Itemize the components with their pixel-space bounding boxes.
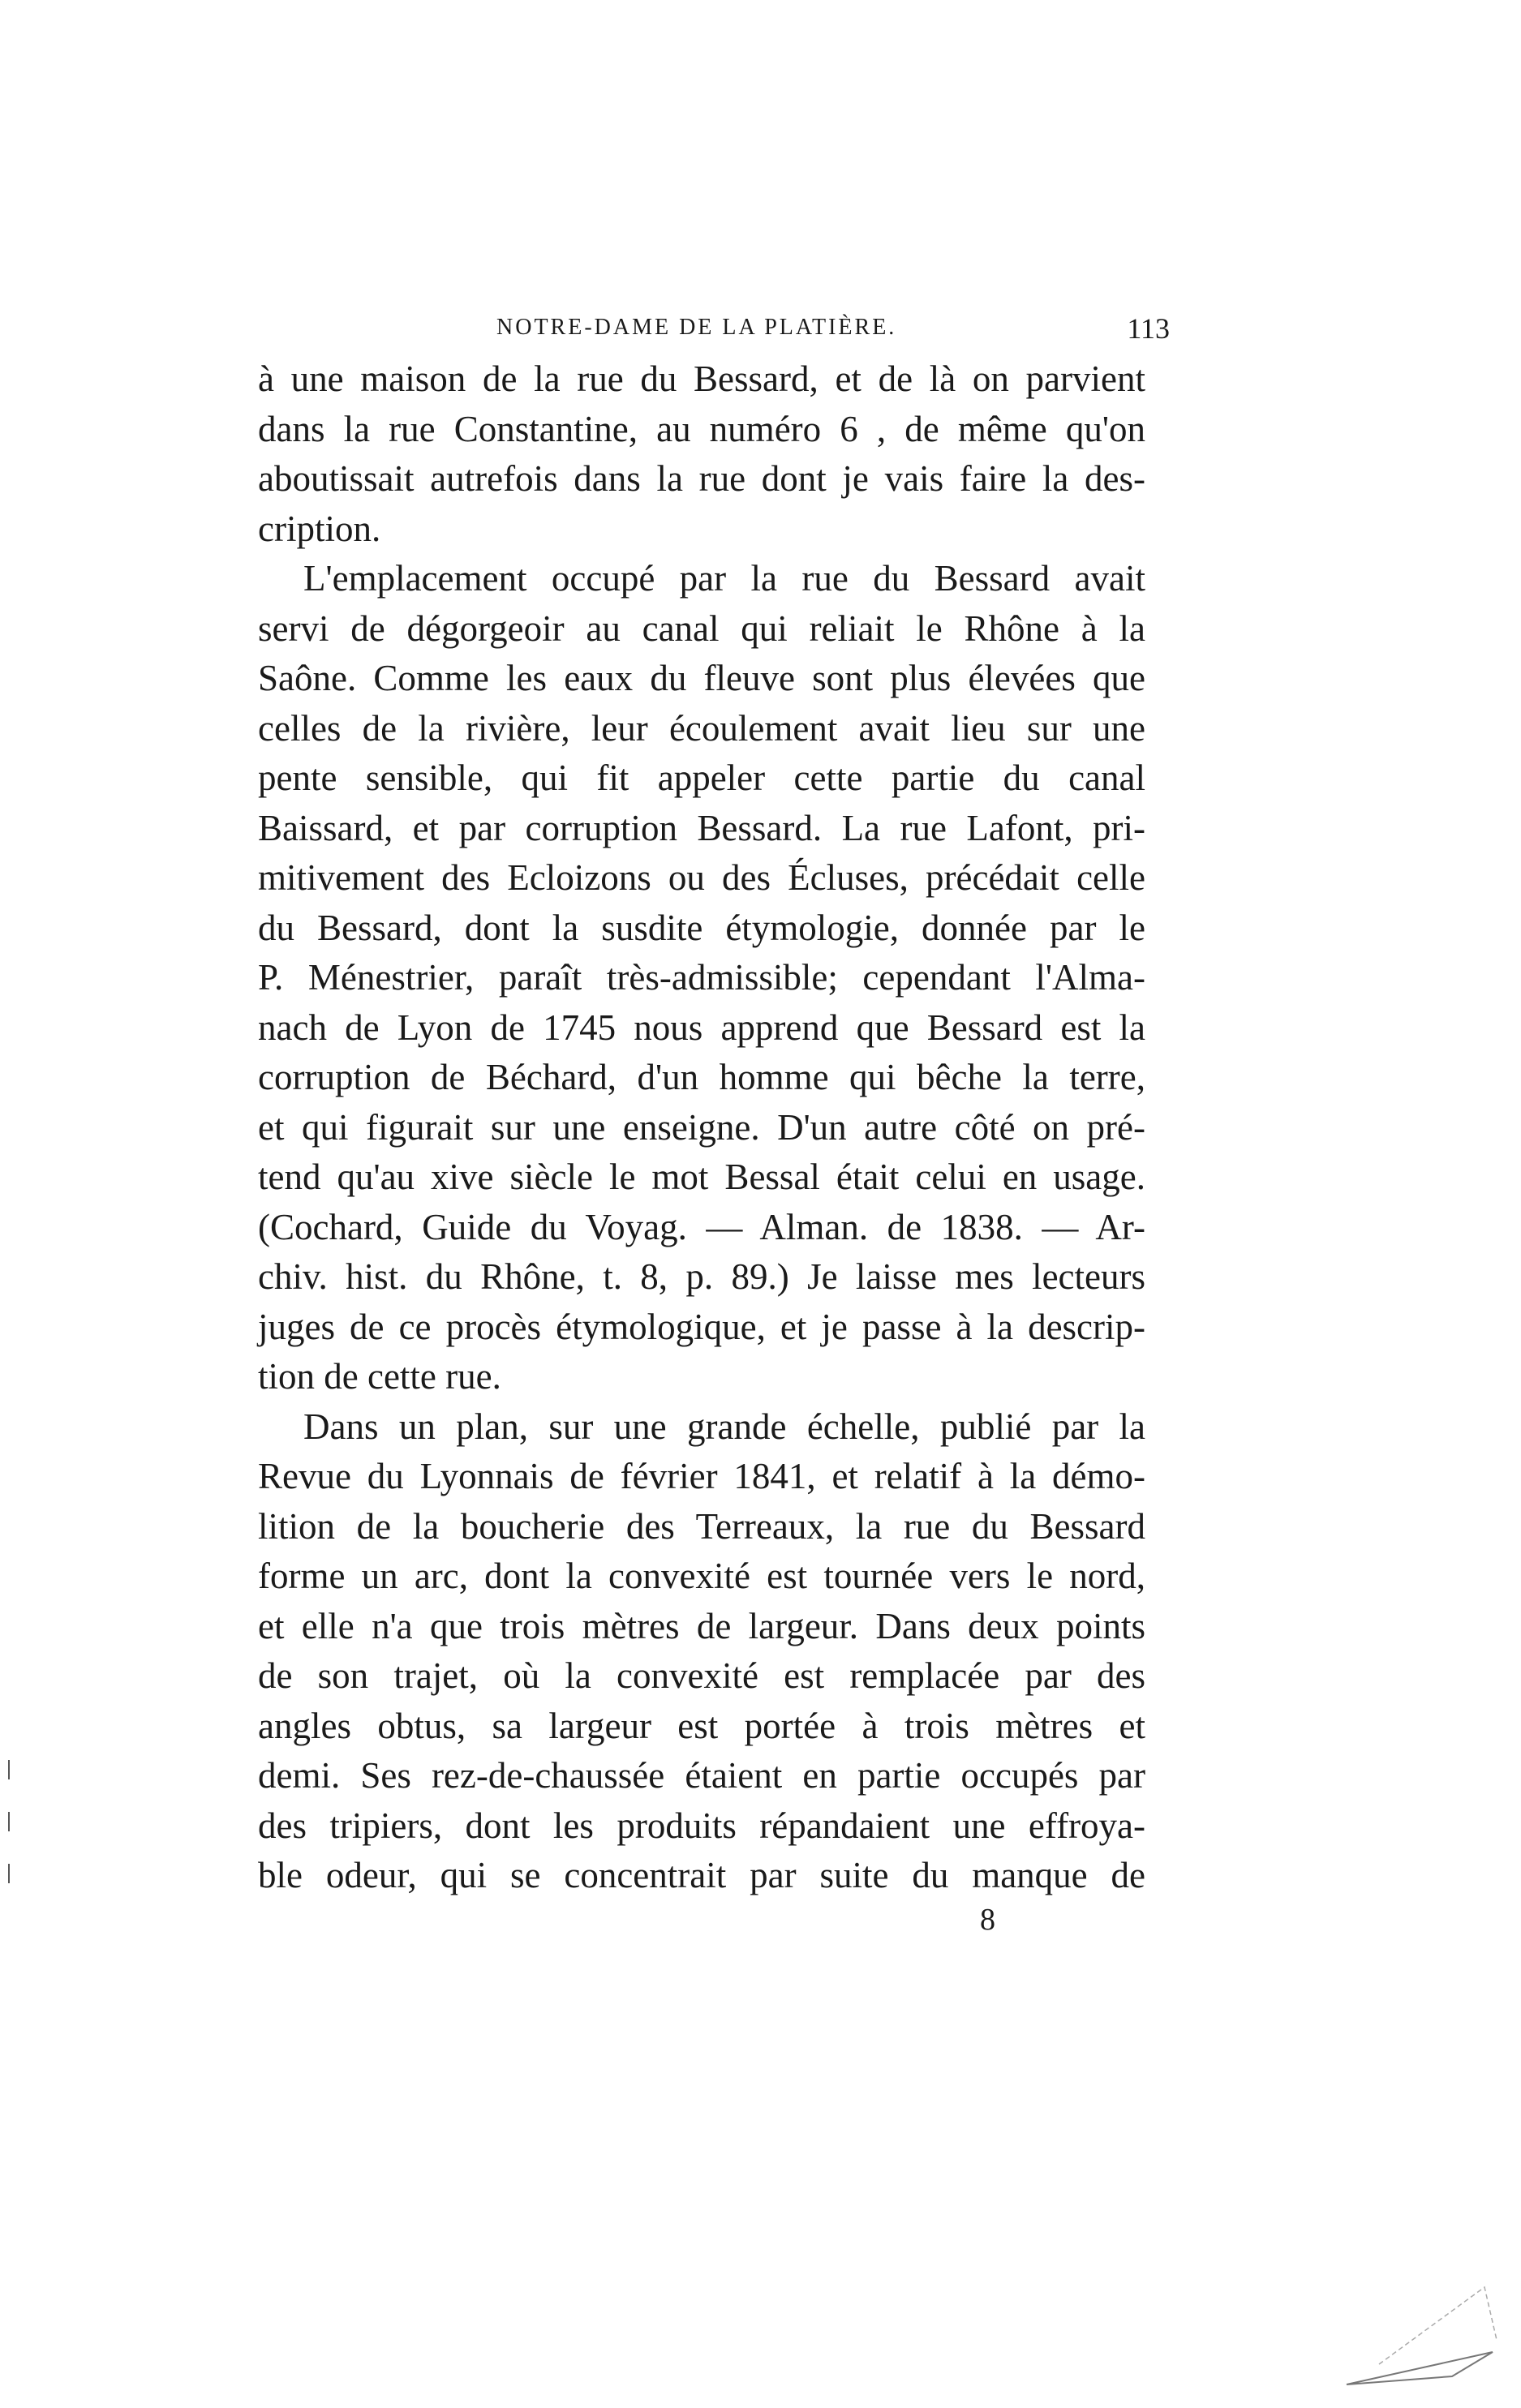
- text-line: tion de cette rue.: [258, 1356, 501, 1397]
- text-line: forme un arc, dont la convexité est tournée vers le nord,: [258, 1556, 1145, 1596]
- paragraph-start-line: L'emplacement occupé par la rue du Bessard avait: [303, 558, 1145, 599]
- corner-pencil-scribble: [1330, 2255, 1509, 2393]
- text-line: à une maison de la rue du Bessard, et de là on parvient: [258, 358, 1145, 399]
- text-line: ble odeur, qui se concentrait par suite du manque de: [258, 1855, 1145, 1895]
- text-line: Baissard, et par corruption Bessard. La rue Lafont, pri-: [258, 807, 1145, 848]
- text-line: Saône. Comme les eaux du fleuve sont plus élevées que: [258, 658, 1145, 698]
- text-line: pente sensible, qui fit appeler cette partie du canal: [258, 758, 1145, 798]
- scan-mark: [8, 1812, 10, 1831]
- text-line: de son trajet, où la convexité est remplacée par des: [258, 1655, 1145, 1696]
- text-line: corruption de Béchard, d'un homme qui bêche la terre,: [258, 1057, 1145, 1097]
- signature-mark: 8: [980, 1903, 995, 1937]
- text-line: juges de ce procès étymologique, et je passe à la descrip-: [258, 1306, 1145, 1347]
- text-line: nach de Lyon de 1745 nous apprend que Bessard est la: [258, 1007, 1145, 1048]
- text-line: du Bessard, dont la susdite étymologie, donnée par le: [258, 907, 1145, 948]
- text-line: aboutissait autrefois dans la rue dont je vais faire la des-: [258, 458, 1145, 499]
- text-line: tend qu'au xive siècle le mot Bessal était celui en usage.: [258, 1157, 1145, 1197]
- scan-mark: [8, 1864, 10, 1883]
- page-header: [496, 312, 1170, 355]
- text-line: celles de la rivière, leur écoulement avait lieu sur une: [258, 707, 1145, 749]
- page-number: 113: [1127, 312, 1170, 345]
- text-line: servi de dégorgeoir au canal qui reliait le Rhône à la: [258, 607, 1145, 649]
- text-line: cription.: [258, 508, 381, 549]
- text-line: des tripiers, dont les produits répandaient une effroya-: [258, 1805, 1145, 1846]
- text-line: P. Ménestrier, paraît très-admissible; cependant l'Alma-: [258, 957, 1145, 998]
- body-text: [258, 354, 1145, 1901]
- text-line: angles obtus, sa largeur est portée à trois mètres et: [258, 1705, 1145, 1746]
- text-line: dans la rue Constantine, au numéro 6 , de même qu'on: [258, 408, 1145, 449]
- text-line: et qui figurait sur une enseigne. D'un autre côté on pré-: [258, 1106, 1145, 1148]
- text-line: mitivement des Ecloizons ou des Écluses, précédait celle: [258, 857, 1145, 898]
- pencil-stroke: [1347, 2352, 1493, 2384]
- paragraph-start-line: Dans un plan, sur une grande échelle, publié par la: [303, 1406, 1145, 1447]
- scan-mark: [8, 1760, 10, 1779]
- text-line: et elle n'a que trois mètres de largeur. Dans deux points: [258, 1605, 1145, 1646]
- text-line: Revue du Lyonnais de février 1841, et relatif à la démo-: [258, 1456, 1145, 1496]
- text-line: (Cochard, Guide du Voyag. — Alman. de 1838. — Ar-: [258, 1206, 1145, 1247]
- text-line: demi. Ses rez-de-chaussée étaient en partie occupés par: [258, 1755, 1145, 1796]
- margin-scan-marks: [8, 1760, 13, 1938]
- pencil-stroke: [1379, 2287, 1497, 2364]
- text-line: lition de la boucherie des Terreaux, la rue du Bessard: [258, 1505, 1145, 1547]
- running-title: NOTRE-DAME DE LA PLATIÈRE.: [496, 315, 897, 340]
- text-line: chiv. hist. du Rhône, t. 8, p. 89.) Je laisse mes lecteurs: [258, 1256, 1145, 1297]
